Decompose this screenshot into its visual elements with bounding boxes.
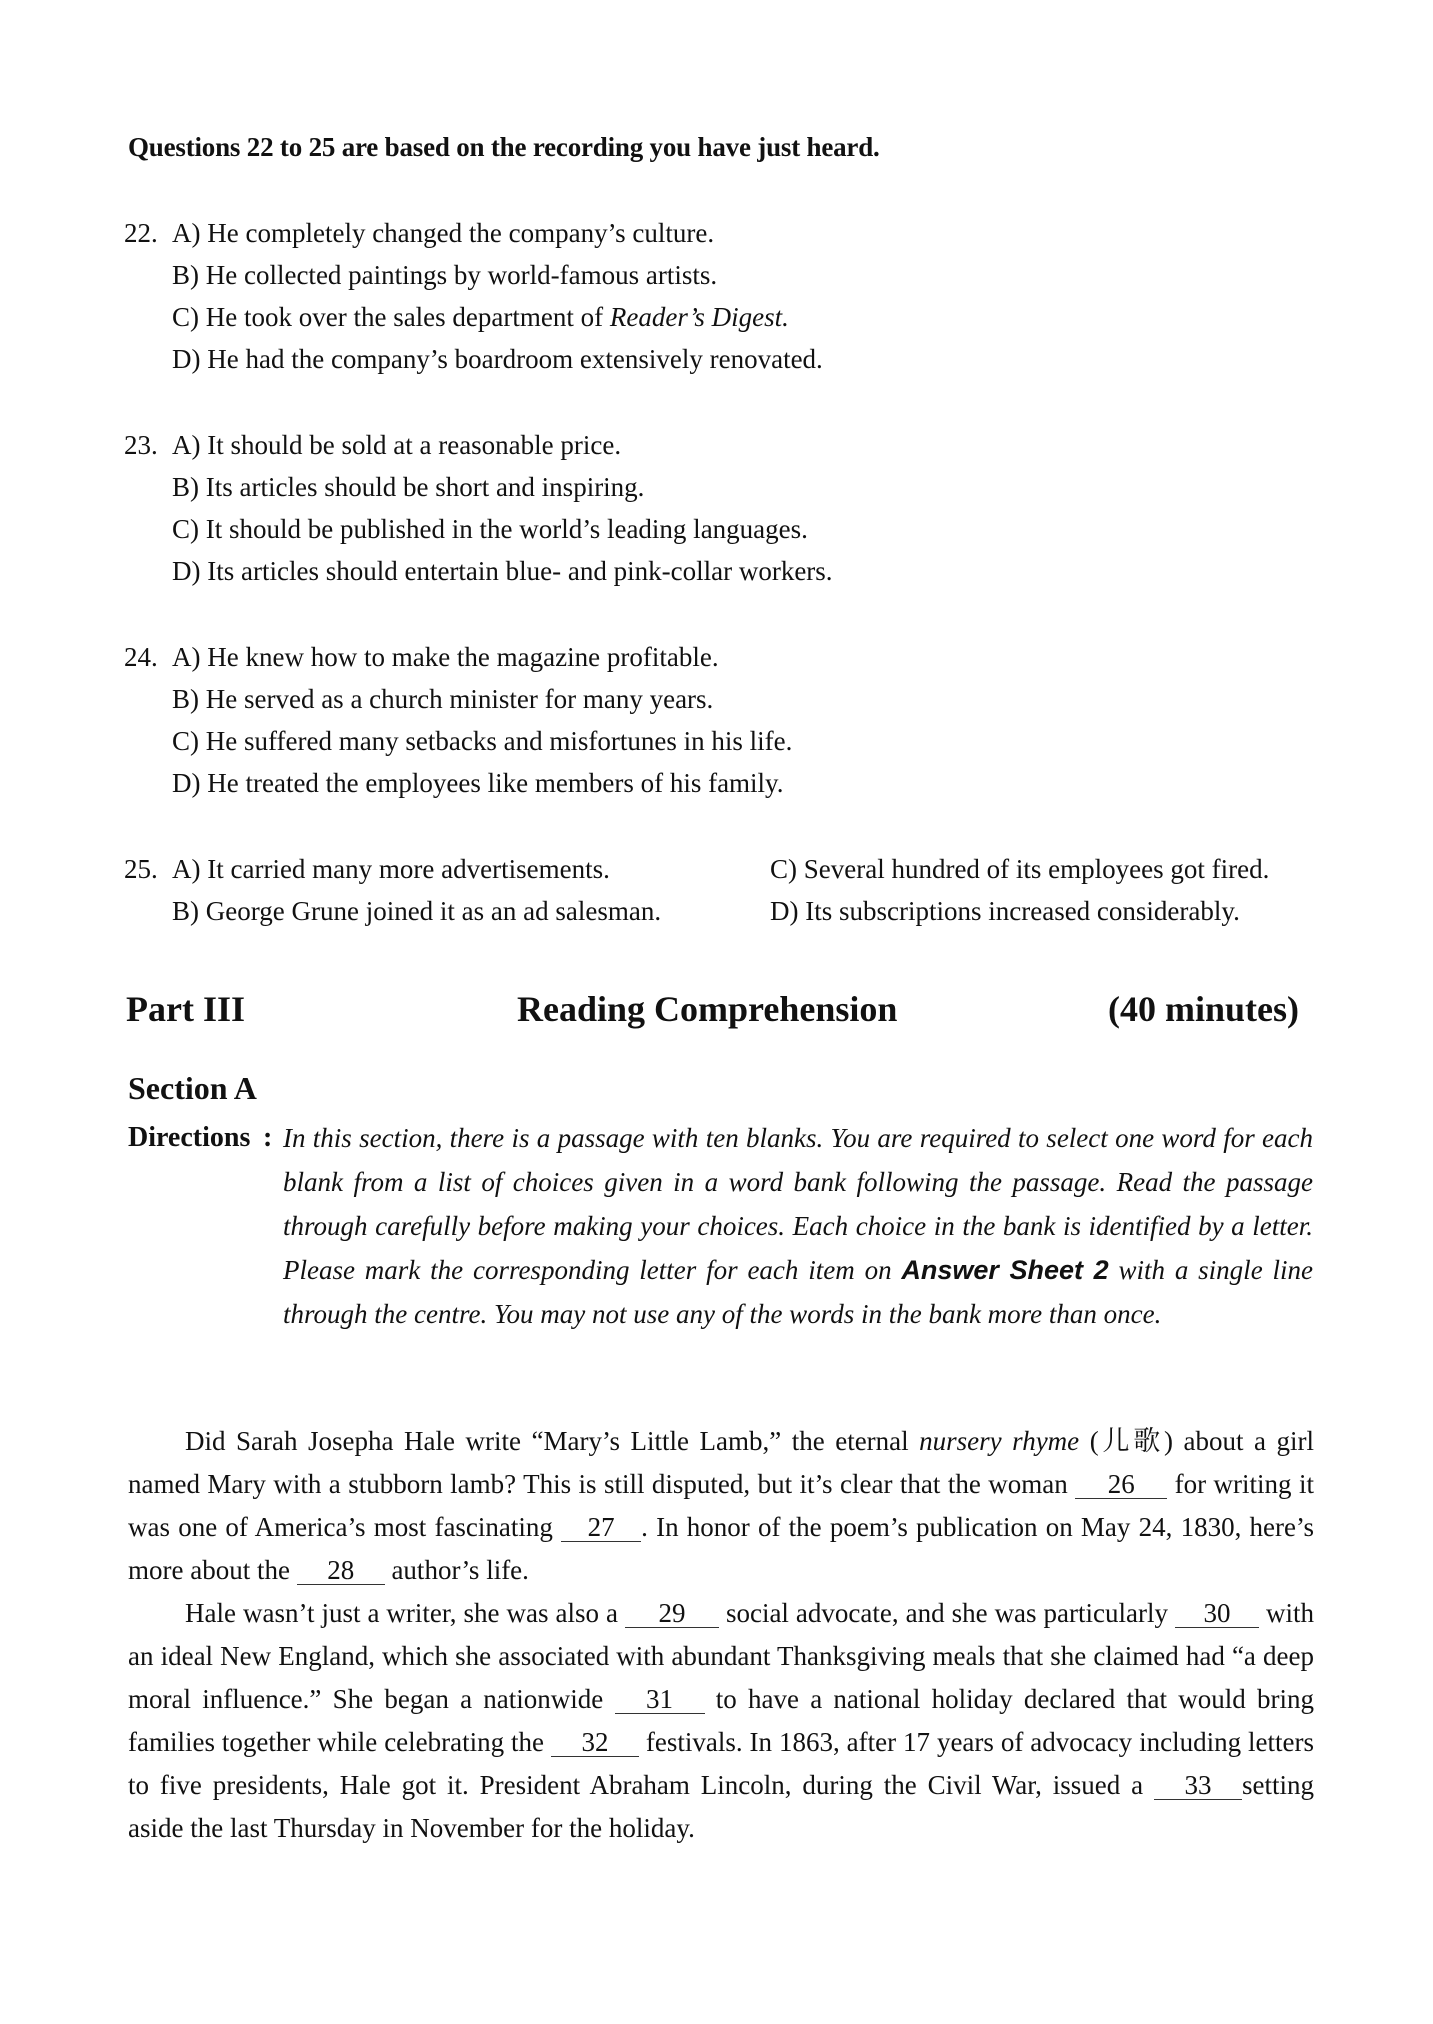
- directions-text: [283, 1116, 1313, 1336]
- passage-text: with an ideal New England, which she associated with abundant Thanksgiving meals that she claimed had “a deep moral influence.” She began a nationwide: [128, 1598, 1314, 1714]
- option-letter: D): [172, 768, 201, 798]
- question-number: 25.: [124, 854, 158, 884]
- option-c[interactable]: [770, 854, 1269, 885]
- option-text: He knew how to make the magazine profitable.: [207, 642, 719, 672]
- passage-text: . In honor of the poem’s publication on May 24, 1830, here’s more about the: [128, 1512, 1314, 1585]
- option-a[interactable]: [172, 218, 714, 249]
- question-number: 23.: [124, 430, 158, 460]
- passage-text: to have a national holiday declared that would bring families together while celebrating the: [128, 1684, 1314, 1757]
- option-text: It should be sold at a reasonable price.: [207, 430, 622, 460]
- option-letter: B): [172, 896, 199, 926]
- option-c[interactable]: [172, 302, 789, 333]
- option-text: It should be published in the world’s leading languages.: [205, 514, 808, 544]
- passage-text: social advocate, and she was particularly: [718, 1598, 1175, 1628]
- blank-30[interactable]: 30: [1175, 1599, 1259, 1628]
- part-title: Reading Comprehension: [517, 989, 898, 1029]
- blank-26[interactable]: 26: [1075, 1470, 1167, 1499]
- passage-text: Hale wasn’t just a writer, she was also a: [185, 1598, 625, 1628]
- option-letter: D): [770, 896, 799, 926]
- option-letter: A): [172, 642, 201, 672]
- option-letter: D): [172, 556, 201, 586]
- blank-33[interactable]: 33: [1154, 1771, 1242, 1800]
- questions-heading: Questions 22 to 25 are based on the recording you have just heard.: [128, 132, 880, 162]
- option-b[interactable]: [172, 260, 717, 291]
- option-a[interactable]: [172, 430, 621, 461]
- section-title: Section A: [128, 1070, 257, 1106]
- option-letter: D): [172, 344, 201, 374]
- option-text: Its subscriptions increased considerably.: [805, 896, 1240, 926]
- option-text: He served as a church minister for many years.: [205, 684, 714, 714]
- option-letter: B): [172, 684, 199, 714]
- option-text: It carried many more advertisements.: [207, 854, 610, 884]
- option-text: He had the company’s boardroom extensively renovated.: [207, 344, 823, 374]
- blank-27[interactable]: 27: [561, 1513, 641, 1542]
- option-b[interactable]: [172, 896, 661, 927]
- option-letter: A): [172, 218, 201, 248]
- option-letter: B): [172, 472, 199, 502]
- passage-paragraph-1: [128, 1420, 1314, 1592]
- passage-text: festivals. In 1863, after 17 years of advocacy including letters to five presidents, Hale got it. President Abraham Lincoln, during the Civil War, issued a: [128, 1727, 1314, 1800]
- option-b[interactable]: [172, 472, 644, 503]
- option-d[interactable]: [172, 768, 784, 799]
- passage-text: author’s life.: [384, 1555, 529, 1585]
- option-letter: C): [172, 302, 199, 332]
- directions-label: Directions: [128, 1122, 251, 1153]
- option-a[interactable]: [172, 854, 610, 885]
- option-text: Several hundred of its employees got fired.: [803, 854, 1270, 884]
- option-d[interactable]: [172, 344, 823, 375]
- question-number: 22.: [124, 218, 158, 248]
- option-letter: B): [172, 260, 199, 290]
- option-text: He suffered many setbacks and misfortunes in his life.: [205, 726, 793, 756]
- option-c[interactable]: [172, 514, 808, 545]
- part-time: (40 minutes): [1108, 989, 1299, 1029]
- option-text: He treated the employees like members of his family.: [207, 768, 784, 798]
- directions-text-part: In this section, there is a passage with ten blanks. You are required to select one word for each blank from a list of choices given in a word bank following the passage. Read the passage through carefully before making your choices. Each choice in the bank is identified by a letter. Please mark the corresponding letter for each item on: [283, 1123, 1313, 1285]
- passage-text: for writing it was one of America’s most fascinating: [128, 1469, 1314, 1542]
- magazine-title: Reader’s Digest.: [609, 302, 789, 332]
- option-a[interactable]: [172, 642, 719, 673]
- option-d[interactable]: [770, 896, 1240, 927]
- question-number: 24.: [124, 642, 158, 672]
- blank-32[interactable]: 32: [551, 1728, 639, 1757]
- passage-paragraph-2: [128, 1592, 1314, 1850]
- answer-sheet-label: Answer Sheet 2: [901, 1255, 1109, 1285]
- blank-29[interactable]: 29: [625, 1599, 719, 1628]
- option-text: He took over the sales department of: [205, 302, 610, 332]
- option-letter: A): [172, 854, 201, 884]
- option-letter: C): [770, 854, 797, 884]
- option-c[interactable]: [172, 726, 792, 757]
- passage-text: Did Sarah Josepha Hale write “Mary’s Little Lamb,” the eternal: [185, 1426, 920, 1456]
- option-letter: C): [172, 514, 199, 544]
- blank-31[interactable]: 31: [615, 1685, 705, 1714]
- part-label: Part III: [126, 989, 245, 1029]
- option-b[interactable]: [172, 684, 713, 715]
- option-letter: A): [172, 430, 201, 460]
- passage-text: about a girl named Mary with a stubborn lamb? This is still disputed, but it’s clear that the woman: [128, 1426, 1314, 1499]
- option-text: He collected paintings by world-famous artists.: [205, 260, 718, 290]
- passage-text: setting aside the last Thursday in November for the holiday.: [128, 1770, 1314, 1843]
- chinese-gloss: (儿歌): [1079, 1426, 1173, 1456]
- option-letter: C): [172, 726, 199, 756]
- option-text: George Grune joined it as an ad salesman.: [205, 896, 662, 926]
- directions-colon: :: [263, 1122, 273, 1153]
- option-text: Its articles should be short and inspiring.: [205, 472, 645, 502]
- nursery-rhyme-term: nursery rhyme: [919, 1426, 1080, 1456]
- directions-text-part: with a single line through the centre. You may not use any of the words in the bank more than once.: [283, 1255, 1313, 1329]
- option-text: He completely changed the company’s culture.: [207, 218, 715, 248]
- option-text: Its articles should entertain blue- and pink-collar workers.: [207, 556, 833, 586]
- option-d[interactable]: [172, 556, 833, 587]
- reading-passage: [128, 1420, 1314, 1850]
- blank-28[interactable]: 28: [297, 1556, 385, 1585]
